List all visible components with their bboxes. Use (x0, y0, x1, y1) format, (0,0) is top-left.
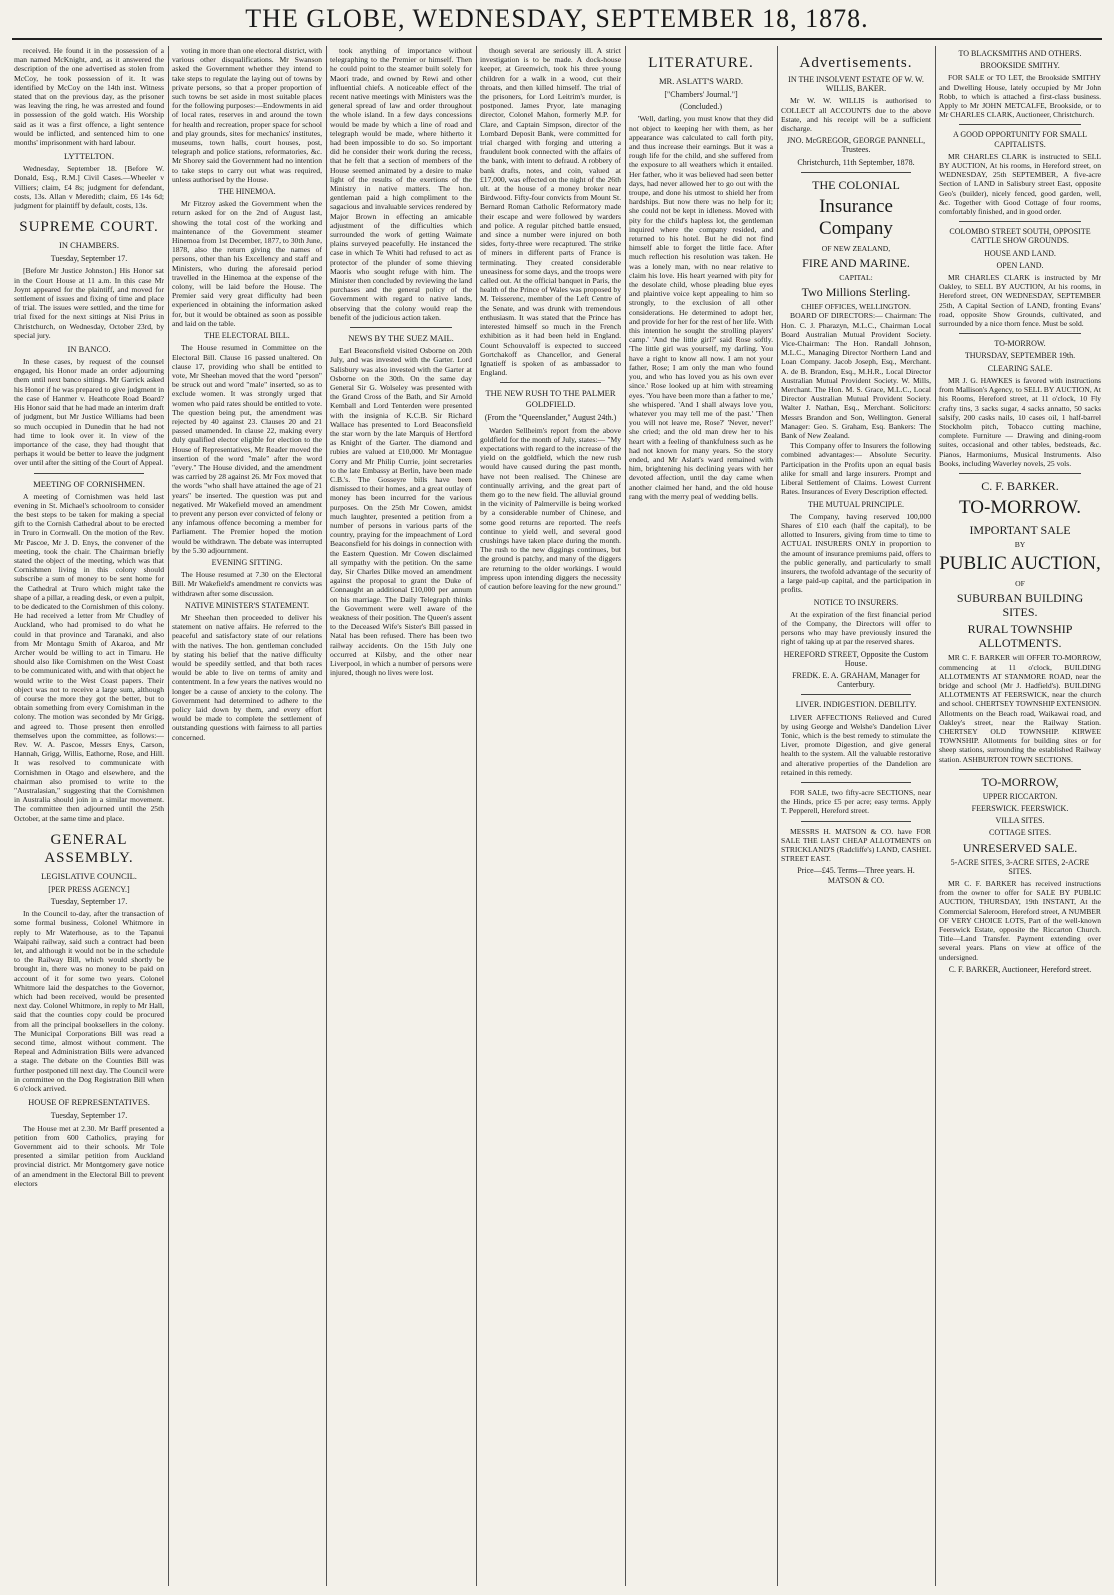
subheading-hinemoa: THE HINEMOA. (218, 187, 276, 197)
divider (959, 124, 1081, 125)
ad-barker: C. F. BARKER. (981, 478, 1059, 493)
divider (801, 694, 911, 695)
article-text: The House met at 2.30. Mr Barff presented a petition from 600 Catholics, praying for Government aid to their schools. Mr Tole presented a similar petition from Auckland provincial district. Mr Montgomery gave notice of an amendment in the Electoral Bill to prevent electors (14, 1123, 164, 1188)
article-text: though several are seriously ill. A strict investigation is to be made. A dock-house keeper, at Greenwich, took his three young children for a walk in a wood, cut their throats, and then killed himself. The trial of the prisoners, for Lord Leitrim's murder, is postponed. James Pryor, late managing director, Colonel Mahon, formerly M.P. for Clare, and Captain Simpson, director of the Lombard Deposit Bank, were committed for trial charged with forging and uttering a fraudulent book connected with the affairs of the bank, with intent to defraud. A robbery of bank drafts, notes, and coin, valued at £17,000, was effected on the night of the 26th ult. at the house of a money broker near Birdwood. Fifty-four convicts from Mount St. Bernard Roman Catholic Reformatory made their escape and were followed by warders and police. A regular pitched battle ensued, and since a number were injured on both sides, forty-three were recaptured. The strike of miners in different parts of France is terminating. They created considerable uneasiness for some days, and the troops were called out. At the official banquet in Paris, the health of the Prince of Wales was proposed by M. Teisserenc, member of the Left Centre of the Senate, and was drunk with tremendous enthusiasm. It was stated that the Prince has interested himself so much in the French exhibition as it had been held in England. Count Schouvaloff is expected to succeed Gortchakoff as Chancellor, and General Ignatieff is spoken of as ambassador to England. (480, 46, 621, 378)
source-line: (From the "Queenslander," August 24th.) (484, 413, 617, 423)
ad-address: HEREFORD STREET, Opposite the Custom House. (783, 649, 929, 668)
ad-text: MR CHARLES CLARK is instructed by Mr Oakley, to SELL BY AUCTION, At his rooms, in Hereford street, ON WEDNESDAY, SEPTEMBER 25th, A Capital Section of LAND, fronting Evans' road, opposite Show Grounds, cultivated, and surrounded by a nice thorn fence. Must be sold. (939, 273, 1101, 329)
dateline: Tuesday, September 17. (50, 1111, 128, 1121)
column-rule (476, 46, 477, 1586)
article-text: Mr Sheehan then proceeded to deliver his statement on native affairs. He referred to the peaceful and satisfactory state of our relations with the natives. The hon. gentleman concluded by stating his belief that the native difficulty would be speedily settled, and that both races would be able to live on terms of amity and contentment. In a few years the natives would no longer be a cause of anxiety to the colony. The Government had determined to adhere to the policy laid down by them, and every effort would be made to complete the settlement of outstanding questions with fairness to all parties concerned. (172, 612, 322, 742)
ad-suburban: SUBURBAN BUILDING SITES. (956, 591, 1084, 620)
ad-text: MESSRS H. MATSON & CO. have FOR SALE THE LAST CHEAP ALLOTMENTS on STRICKLAND'S (Radcliffe's) LAND, CASHEL STREET EAST. (781, 826, 931, 864)
divider (801, 821, 911, 822)
ad-heading: VILLA SITES. (995, 816, 1045, 826)
article-text: A meeting of Cornishmen was held last evening in St. Michael's schoolroom to consider the best steps to be taken for making a special gift to the Cornish Cathedral about to be erected in Truro in Cornwall. On the motion of the Rev. Mr Pascoe, Mr J. D. Enys, the convener of the meeting, took the chair. The Chairman briefly stated the object of the meeting, which was that Cornishmen living in this colony should subscribe a sum of money to be sent home for the Cathedral at Truro which might take the shape of a pillar, a reading desk, or even a pulpit, to be dedicated to the Cornishmen of this colony. He had received a letter from Mr Chudley of Auckland, who had promised to do what he could in that province and Taranaki, and also from Mr Montagu Smith of Akaroa, and Mr Archer would be willing to act in Timaru. He should also like Cornishmen on the West Coast to be communicated with, and with that object he would write to the West Coast papers. Their object was not to receive a large sum, although of course the more they got the better, but to obtain something from every Cornishman in the colony. The motion was seconded by Mr Grigg, and agreed to. Those present then enrolled themselves upon the committee, as follows:—Rev. W. A. Pascoe, Messrs Enys, Carson, Hannah, Grigg, Willis, Eathorne, Rose, and Hill. It was resolved to communicate with Cornishmen in Otago and elsewhere, and the chairman also promised to write to the "Australasian," suggesting that the Cornishmen in Australia should join in a similar movement. The committee then adjourned until the 25th October, at the same time and place. (14, 491, 164, 823)
section-heading-literature: LITERATURE. (648, 55, 754, 71)
ad-text: BOARD OF DIRECTORS:— Chairman: The Hon. C. J. Pharazyn, M.L.C., Chairman Local Board Australian Mutual Provident Society. Vice-Chairman: The Hon. Randall Johnson, M.L.C., Managing Director Northern Land and Loan Company. Jacob Joseph, Esq., Merchant. A. de B. Brandon, Esq., M.H.R., Local Director Australian Mutual Provident Society. W. Mills, Merchant. The Hon. M. S. Grace, M.L.C., Local Director Australian Mutual Provident Society. Walter J. Nathan, Esq., Merchant. Solicitors: Messrs Brandon and Son, Wellington. General Manager: Geo. S. Graham, Esq. Bankers: The Bank of New Zealand. (781, 311, 931, 441)
article-text: 'Well, darling, you must know that they did not object to keeping her with them, as her appearance was calculated to call forth pity, and thus increase their earnings. But it was a rough life for the child, and she suffered from the exposure to all weathers which it entailed. Her father, who it was believed had seen better days, had never allowed her to go out with the troupe, and done his utmost to shield her from hardships. But now there was no help for it; she could not be kept in idleness. Moved with pity for the child's hapless lot, the gentleman inquired where the company resided, and returned to his hotel. But he did not find himself able to forget the little face. After much reflection his resolution was taken. He was a lonely man, with no near relative to claim his love. His heart yearned with pity for the desolate child, whose pleading blue eyes and plaintive voice kept appealing to him so strongly, to the exclusion of all other considerations. He determined to adopt her, and provide for her for the rest of her life. With this intention he sought the strolling players' camp.' 'And the little girl?' said Rose softly. 'The little girl was yourself, my darling. You have a right to know all now. I am not your father, Rose; I am only the man who found you, and who has loved you as his own ever since.' Rose looked up at him with streaming eyes. 'You have been more than a father to me,' she whispered. 'And I shall always love you, whatever you may tell me of the past.' 'Then you will not leave me, Rose?' 'Never, never!' she cried; and the old man drew her to his heart with a feeling of thankfulness such as he had not known for many years. So the story ended, and Mr Aslatt's ward remained with him, brightening his declining years with her devoted affection, until the day came when another claimed her hand, and the old house rang with the merry peal of wedding bells. (629, 114, 773, 501)
ad-text: The Company, having reserved 100,000 Shares of £10 each (half the capital), to be allotted to Insurers, giving from time to time to ACTUAL INSURERS ONLY in proportion to the amount of insurance premiums paid, offers to the public generally, and particularly to small insurers, the twofold advantage of the security of a large paid-up capital, and the participation in profits. (781, 511, 931, 595)
ad-heading: IN THE INSOLVENT ESTATE OF W. W. WILLIS, BAKER. (788, 75, 924, 94)
ad-signature: FREDK. E. A. GRAHAM, Manager for Canterbury. (792, 670, 920, 690)
column-6 (781, 46, 931, 1586)
ad-text: At the expiration of the first financial period of the Company, the Directors will offer to persons who may have previously insured the right of taking up at par the reserved shares. (781, 609, 931, 647)
divider (350, 327, 452, 328)
ad-heading: UPPER RICCARTON. (982, 791, 1058, 801)
ad-sites: 5-ACRE SITES, 3-ACRE SITES, 2-ACRE SITES. (950, 857, 1090, 876)
ad-text: MR J. G. HAWKES is favored with instructions from Mallison's Agency, to SELL BY AUCTION, At his Rooms, Hereford street, at 11 o'clock, 10 Fly crafty tins, 3 sacks sugar, 4 sacks annatto, 50 sacks salsify, 200 casks nails, 10 cases oil, 1 half-barrel Stockholm pitch, Tobacco cutting machine, complete. Furniture — Drawing and dining-room suites, occasional and other tables, bedsteads, &c. Pianos, Harmoniums, Musical Instruments. Also Books, including Waverley novels, 25 vols. (939, 375, 1101, 468)
column-3 (330, 46, 472, 1586)
article-text: Earl Beaconsfield visited Osborne on 20th July, and was invested with the Garter. Lord Salisbury was also invested with the Garter at Osborne on the 30th. On the same day General Sir G. Wolseley was presented with the Grand Cross of the Bath, and Sir Arnold Kemball and Lord Tenterden were presented with the insignia of K.C.B. Sir Richard Wallace has presented to Lord Beaconsfield the star worn by the late Marquis of Hertford as Knight of the Garter. The diamond and rubies are valued at £10,000. Mr Montague Corry and Mr Philip Currie, joint secretaries to the late Embassy at Berlin, have been made C.B.'s. The Gosseyre bills have been dismissed to their homes, and a great outlay of money has been incurred for the various purposes. On the 25th Mr Cowen, amidst much laughter, presented a petition from a number of persons in various parts of the country, praying for the impeachment of Lord Beaconsfield for his doings in connection with the Eastern Question. Mr Cowen disclaimed all sympathy with the petition. On the same day, Sir Charles Dilke moved an amendment against the proposal to grant the Duke of Connaught an additional £10,000 per annum on his marriage. The Daily Telegraph thinks the Government were well aware of the weakness of their position. The Queen's assent to the Deceased Wife's Sister's Bill passed in Natal has been refused. There has been two railway accidents. On the 15th July one occurred at Kilsby, and the other near Liverpool, in which a number of persons were injured, though no lives were lost. (330, 346, 472, 678)
ad-colonial-l6: Two Millions Sterling. (801, 285, 911, 300)
subheading-electoral: THE ELECTORAL BILL. (204, 331, 290, 341)
subheading-suez: NEWS BY THE SUEZ MAIL. (348, 333, 454, 344)
ad-public-auction: PUBLIC AUCTION, (939, 553, 1101, 575)
column-1 (14, 46, 164, 1586)
section-heading-lyttelton: LYTTELTON. (64, 151, 114, 162)
article-text: The House resumed at 7.30 on the Electoral Bill. Mr Wakefield's amendment re convicts was withdrawn after some discussion. (172, 570, 322, 598)
source-line: ["Chambers' Journal."] (664, 90, 738, 99)
masthead (0, 0, 1114, 38)
ad-heading: CLEARING SALE. (987, 363, 1053, 373)
ad-price: Price—£45. Terms—Three years. H. MATSON & CO. (797, 866, 915, 885)
ad-text: FOR SALE or TO LET, the Brookside SMITHY and Dwelling House, lately occupied by Mr John Robb, to which is attached a first-class business. Apply to Mr JOHN METCALFE, Brookside, or to Mr CHARLES CLARK, Auctioneer, Christchurch. (939, 73, 1101, 120)
column-7 (939, 46, 1101, 1586)
column-rule (326, 46, 327, 1586)
masthead-rule (12, 38, 1102, 40)
column-4 (480, 46, 621, 1586)
subheading-chambers: IN CHAMBERS. (59, 240, 119, 251)
article-text: received. He found it in the possession of a man named McKnight, and, as it answered the description of the one advertised as stolen from McCoy, he took possession of it. It was identified by McCoy on the 14th inst. Witness stated that on the previous day, as the prisoner was leaving the ring, he was arrested and found in possession of the gold watch. His Worship said as it was a first offence, a light sentence would be inflicted, and sentenced him to one months' imprisonment with hard labour. (14, 46, 164, 148)
ad-heading: THE MUTUAL PRINCIPLE. (808, 499, 904, 509)
dateline: Tuesday, September 17. (50, 254, 128, 264)
ad-colonial-l7: CHIEF OFFICES, WELLINGTON. (801, 302, 911, 312)
ad-text: LIVER AFFECTIONS Relieved and Cured by using George and Welshe's Dandelion Liver Tonic, which is the best remedy to stimulate the Liver, promote Digestion, and give general health to the system. All the valuable restorative and alterative properties of the Dandelion are retained in this remedy. (781, 712, 931, 777)
divider (959, 769, 1081, 770)
article-text: voting in more than one electoral district, with various other disqualifications. Mr Swanson asked the Government whether they intend to take steps to regulate the laying out of towns by private persons, so that a proper proportion of such towns be set aside in most suitable places for the following purposes:—Endowments in aid of local rates, reserves in and around the town for health and recreation, proper space for school and play grounds, sites for mechanics' institutes, museums, town halls, court houses, post, telegraph and police stations, reformatories, &c. Mr Shorey said the Government had no intention to take steps to carry out what was required, unless authorised by the House. (172, 46, 322, 184)
ad-by: BY (1014, 539, 1026, 549)
column-rule (777, 46, 778, 1586)
article-text: [Before Mr Justice Johnston.] His Honor sat in the Court House at 11 a.m. In this case Mr Joynt appeared for the plaintiff, and moved for settlement of issues and fixing of time and place of trial. The issues were settled, and the time for trial fixed for the next sittings at Nisi Prius in Christchurch, on Wednesday, October 23rd, by special jury. (14, 266, 164, 340)
story-title: MR. ASLATT'S WARD. (658, 76, 744, 86)
article-text: took anything of importance without telegraphing to the Premier or himself. Then he could point to the steamer built solely for Maori trade, and owned by Rewi and other influential chiefs. A noticeable effect of the recent native meetings with Ministers was the general spread of law and order throughout the whole island. In a few days concessions would be made by which a line of road and telegraph would be made, where hitherto it had been impossible to do so. So important did he consider their work during the recess, that he felt that a section of members of the House seemed animated by a desire to make light of the results of the exertions of the Ministry in native matters. The hon. gentleman paid a high compliment to the sagacious and invaluable services rendered by Major Brown in effecting an amicable adjustment of the difficulties which surrounded the work of getting Waimate plains surveyed peacefully. He instanced the case in which Te Whiti had refused to act as protector of the plunder of some thieving Maoris who sought refuge with him. The Minister then concluded by reviewing the land purchases and the general policy of the Government with regard to native lands, observing that the colony would reap the benefit of the judicious action taken. (330, 46, 472, 322)
subheading-evening: EVENING SITTING. (211, 557, 283, 567)
ad-colonial-l5: CAPITAL: (839, 273, 873, 283)
divider (959, 333, 1081, 334)
ad-colonial-l2: Insurance Company (819, 195, 893, 239)
ad-colonial-l1: THE COLONIAL (812, 177, 900, 192)
press-agency: [PER PRESS AGENCY.] (48, 884, 130, 894)
article-text: In these cases, by request of the counsel engaged, his Honor made an order adjourning them until next banco sittings. Mr Garrick asked his Honor if he was prepared to give judgment in the case of Hanmer v. Heathcote Road Board? His Honor said that he had made an interim draft of judgment, but Mr Justice Williams had been so much occupied in Dunedin that he had not had time to look over it. In view of the importance of the case, they had thought that perhaps it would be better to leave the judgment over until after the sitting of the Court of Appeal. (14, 357, 164, 468)
ad-heading: FEERSWICK. FEERSWICK. (971, 803, 1069, 813)
ad-heading: COLOMBO STREET SOUTH, OPPOSITE CATTLE SHOW GROUNDS. (949, 227, 1091, 246)
article-text: Mr Fitzroy asked the Government when the return asked for on the 2nd of August last, showing the total cost of the working and maintenance of the Government steamer Hinemoa from 1st December, 1877, to 30th June, 1878, also the return giving the names of persons, other than his Excellency and staff and Ministers, who during the aforesaid period travelled in the Hinemoa at the expense of the colony, will be laid before the House. The Premier said very great difficulty had been experienced in obtaining the information asked for, but it would be obtained as soon as possible and laid on the table. (172, 199, 322, 328)
subheading-reps: HOUSE OF REPRESENTATIVES. (28, 1097, 150, 1108)
subheading-legislative: LEGISLATIVE COUNCIL. (41, 870, 137, 881)
ad-important: IMPORTANT SALE (969, 522, 1071, 537)
column-rule (935, 46, 936, 1586)
subheading-cornishmen: MEETING OF CORNISHMEN. (33, 478, 145, 489)
continuation-note: (Concluded.) (680, 102, 722, 112)
divider (500, 382, 601, 383)
divider (959, 473, 1081, 474)
ad-text: MR CHARLES CLARK is instructed to SELL BY AUCTION, At his rooms, in Hereford street, on WEDNESDAY, 25th SEPTEMBER, A five-acre Section of LAND in Salisbury street East, opposite Geo's (builder), nicely fenced, good garden, well, &c. Together with Good Cottage of four rooms, comfortably finished, and in good order. (939, 151, 1101, 217)
subheading-palmer: THE NEW RUSH TO THE PALMER GOLDFIELD. (485, 388, 616, 410)
subheading-banco: IN BANCO. (67, 344, 111, 355)
ad-tomorrow: TO-MORROW. (959, 496, 1081, 518)
ad-heading: THURSDAY, SEPTEMBER 19th. (964, 351, 1076, 361)
article-text: Warden Sellheim's report from the above goldfield for the month of July, states:— "My expectations with regard to the increase of the yield on the goldfield, which the new rush would have caused during the past month, have not been realised. The Chinese are continually arriving, and the great part of them go to the new field. The alluvial ground in the vicinity of Palmerville is being worked by a considerable number of Chinese, and some good returns are reported. The reefs continue to yield well, and several good crushings have taken place during the month. The rush to the new diggings continues, but the ground is patchy, and many of the diggers are returning to the older workings. I would impress upon intending diggers the necessity of caution before leaving for the new ground." (480, 425, 621, 591)
ad-heading: LIVER. INDIGESTION. DEBILITY. (795, 700, 917, 710)
ad-rural: RURAL TOWNSHIP ALLOTMENTS. (967, 622, 1073, 651)
section-heading-supreme-court: SUPREME COURT. (19, 219, 159, 236)
article-text: Wednesday, September 18. [Before W. Donald, Esq., R.M.] Civil Cases.—Wheeler v Villiers; claim, £4 8s; judgment for defendant, costs, 13s. Allan v Meredith; claim, £6 14s 6d; judgment for plaintiff by default, costs, 13s. (14, 164, 164, 211)
divider (801, 172, 911, 173)
ad-text: FOR SALE, two fifty-acre SECTIONS, near the Hinds, price £5 per acre; easy terms. Apply T. Pepperell, Hereford street. (781, 787, 931, 816)
column-2 (172, 46, 322, 1586)
ad-signature: C. F. BARKER, Auctioneer, Hereford street. (948, 964, 1092, 974)
ad-heading: COTTAGE SITES. (988, 828, 1052, 838)
ad-tomorrow: TO-MORROW, (981, 774, 1059, 789)
column-rule (625, 46, 626, 1586)
ad-heading: TO-MORROW. (994, 339, 1046, 349)
ad-heading: A GOOD OPPORTUNITY FOR SMALL CAPITALISTS. (953, 130, 1087, 149)
ad-text: Mr W. W. WILLIS is authorised to COLLECT all ACCOUNTS due to the above Estate, and his receipt will be a sufficient discharge. (781, 96, 931, 134)
column-5 (629, 46, 773, 1586)
ad-colonial-l3: OF NEW ZEALAND, (821, 243, 891, 253)
ad-colonial-l4: FIRE AND MARINE. (802, 256, 910, 271)
ad-text: MR C. F. BARKER will OFFER TO-MORROW, commencing at 11 o'clock, BUILDING ALLOTMENTS AT STANMORE ROAD, near the bridge and school (Mr J. Hadfield's). BUILDING ALLOTMENTS AT FEERSWICK, near the church and school. CHERTSEY TOWNSHIP EXTENSION. Allotments on the Beach road, Waikawai road, and Oakley's street, near the Railway Station. CHERTSEY OLD TOWNSHIP. KIRWEE TOWNSHIP. Allotments for building sites or for sheep stations, surrounding the established Railway station. ASHBURTON TOWN SECTIONS. (939, 653, 1101, 764)
ad-date: Christchurch, 11th September, 1878. (797, 157, 915, 167)
section-heading-advertisements: Advertisements. (799, 55, 913, 71)
divider (959, 221, 1081, 222)
ad-of: OF (1015, 579, 1025, 589)
ad-text: MR C. F. BARKER has received instructions from the owner to offer for SALE BY PUBLIC AUCTION, THURSDAY, 19th INSTANT, At the Commercial Saleroom, Hereford street, A NUMBER OF VERY CHOICE LOTS, Part of the well-known Feerswick Estate, opposite the Riccarton Church. Title—Land Transfer. Payment extending over several years. Plans on view at office of the undersigned. (939, 878, 1101, 962)
divider (801, 782, 911, 783)
ad-heading: OPEN LAND. (996, 260, 1044, 270)
article-text: The House resumed in Committee on the Electoral Bill. Clause 16 passed unaltered. On clause 17, providing who shall be entitled to vote, Mr Sheehan moved that the word "person" be struck out and word "male" inserted, so as to exclude women. It was strongly urged that women who paid rates should be entitled to vote. The question being put, the amendment was rejected by 40 against 23. Clauses 20 and 21 passed unamended. In clause 22, making every duly qualified elector eligible for election to the House of Representatives, Mr Reader moved the insertion of the word "male" after the word "every." The House divided, and the amendment was carried by 28 against 26. Mr Fox moved that the words "who shall have attained the age of 21 years" be inserted. The question was put and negatived. Mr Wakefield moved an amendment to prevent any person ever convicted of felony or any infamous offence becoming a member for Parliament. The Premier hoped the motion would be withdrawn. The debate was interrupted by the 5.30 adjournment. (172, 343, 322, 555)
ad-heading: TO BLACKSMITHS AND OTHERS. (958, 49, 1082, 58)
ad-heading: HOUSE AND LAND. (984, 248, 1056, 258)
ad-text: This Company offer to Insurers the following combined advantages:— Absolute Security. Participation in the Profits upon an equal basis alike for small and large insurers. Prompt and Liberal Settlement of Claims. Lowest Current Rates. Insurances of Every Description effected. (781, 441, 931, 497)
ad-signature: JNO. McGREGOR, GEORGE PANNELL, Trustees. (786, 136, 926, 155)
dateline: Tuesday, September 17. (50, 897, 128, 907)
masthead-title: THE GLOBE, WEDNESDAY, SEPTEMBER 18, 1878. (245, 4, 869, 33)
article-text: In the Council to-day, after the transaction of some formal business, Colonel Whitmore in reply to Mr Waterhouse, as to the Tapanui Waipahi railway, said such a contract had been let, and although it would not be in the schedule to the Railway Bill, which would shortly be brought in, there was no money to be paid on account of it for some two years. Colonel Whitmore laid the despatches to the Governor, which had been received, would be presented next day. Colonel Whitmore, in reply to Mr Hall, said that the counties copy could be procured from all the principal booksellers in the colony. The Municipal Corporations Bill was read a second time, almost without comment. The Repeal and Administration Bills were advanced a stage. The debate on the Counties Bill was further postponed till next day. The Council were in committee on the Dog Registration Bill when 6 o'clock arrived. (14, 909, 164, 1094)
subheading-native: NATIVE MINISTER'S STATEMENT. (185, 600, 309, 610)
ad-heading: NOTICE TO INSURERS. (813, 597, 899, 607)
ad-unreserved: UNRESERVED SALE. (962, 840, 1078, 855)
section-heading-general-assembly: GENERAL ASSEMBLY. (44, 831, 134, 866)
column-rule (168, 46, 169, 1586)
ad-heading: BROOKSIDE SMITHY. (980, 61, 1060, 71)
divider (34, 473, 144, 474)
